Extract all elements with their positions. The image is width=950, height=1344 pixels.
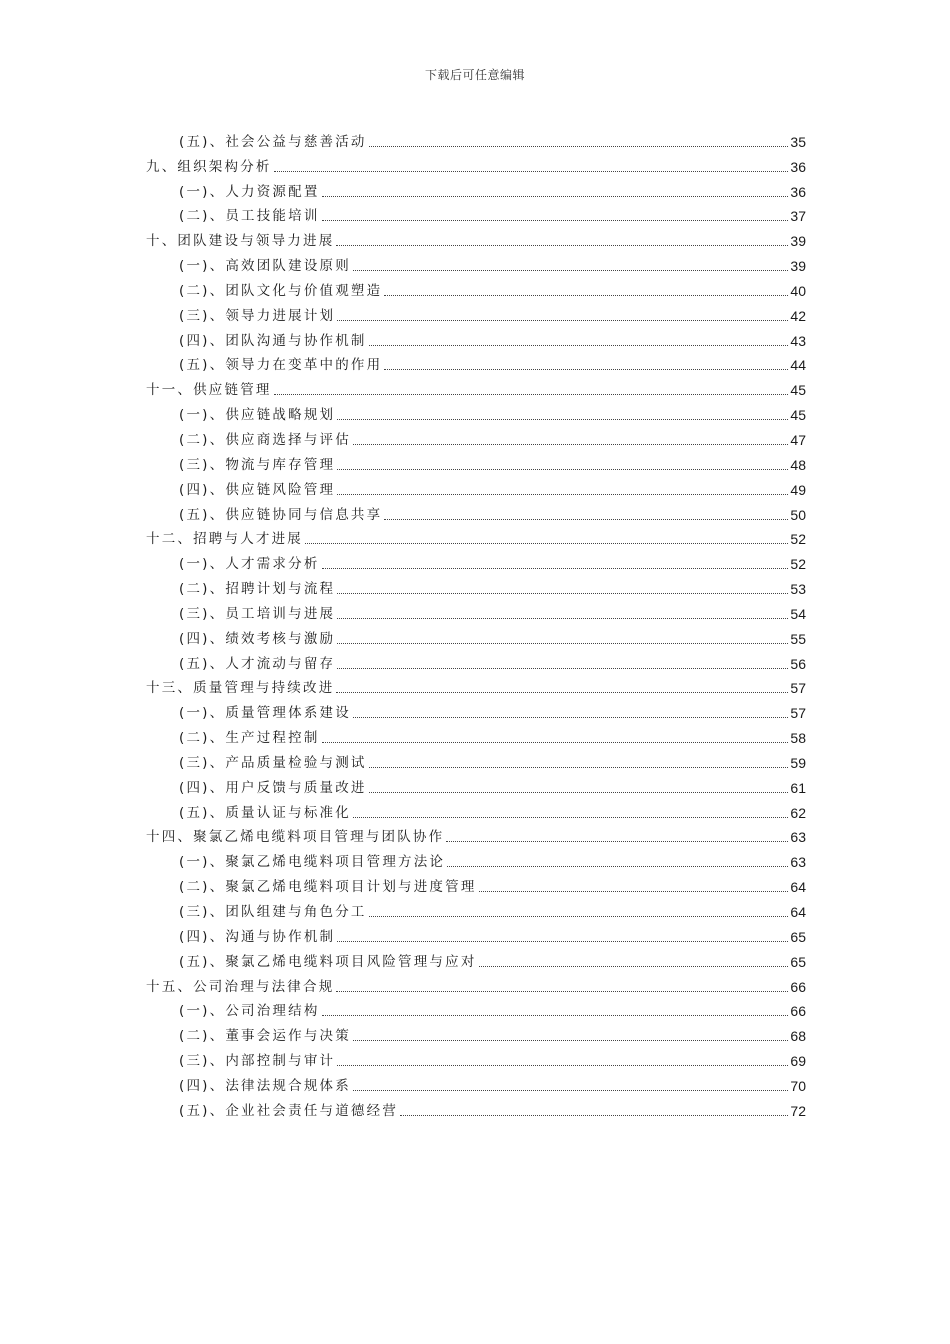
toc-section-entry[interactable] [146,1070,806,1095]
toc-page-number: 45 [790,407,806,424]
toc-section-entry[interactable] [146,548,806,573]
toc-dot-leader [336,991,788,992]
toc-entry-title: (一)、人力资源配置 [179,183,320,200]
toc-page-number: 47 [790,431,806,448]
toc-dot-leader [447,866,788,867]
toc-entry-title: (三)、员工培训与进展 [179,605,336,622]
toc-section-entry[interactable] [146,325,806,350]
toc-section-entry[interactable] [146,449,806,474]
toc-dot-leader [353,1090,788,1091]
toc-entry-title: (三)、产品质量检验与测试 [179,754,367,771]
toc-dot-leader [336,692,788,693]
toc-page-number: 39 [790,258,806,275]
toc-page-number: 43 [790,332,806,349]
toc-section-entry[interactable] [146,772,806,797]
toc-section-entry[interactable] [146,300,806,325]
toc-section-entry[interactable] [146,573,806,598]
toc-page-number: 56 [790,655,806,672]
toc-dot-leader [353,444,788,445]
toc-page-number: 70 [790,1077,806,1094]
toc-dot-leader [384,519,788,520]
toc-section-entry[interactable] [146,871,806,896]
toc-entry-title: (五)、聚氯乙烯电缆料项目风险管理与应对 [179,953,477,970]
toc-entry-title: 十五、公司治理与法律合规 [146,978,335,995]
toc-section-entry[interactable] [146,946,806,971]
toc-section-entry[interactable] [146,275,806,300]
toc-entry-title: (五)、领导力在变革中的作用 [179,357,383,374]
toc-entry-title: (二)、聚氯乙烯电缆料项目计划与进度管理 [179,879,477,896]
toc-chapter-entry[interactable] [146,673,806,698]
toc-dot-leader [353,817,788,818]
toc-section-entry[interactable] [146,1095,806,1120]
toc-entry-title: 十二、招聘与人才进展 [146,531,303,548]
toc-dot-leader [337,668,788,669]
toc-chapter-entry[interactable] [146,151,806,176]
toc-page-number: 62 [790,804,806,821]
toc-page-number: 63 [790,829,806,846]
toc-entry-title: (一)、质量管理体系建设 [179,705,351,722]
toc-entry-title: (一)、供应链战略规划 [179,407,336,424]
toc-page-number: 42 [790,307,806,324]
toc-chapter-entry[interactable] [146,374,806,399]
toc-page-number: 58 [790,730,806,747]
toc-dot-leader [384,295,788,296]
toc-section-entry[interactable] [146,598,806,623]
toc-entry-title: (五)、企业社会责任与道德经营 [179,1102,399,1119]
toc-entry-title: (二)、生产过程控制 [179,730,320,747]
toc-entry-title: (二)、供应商选择与评估 [179,431,351,448]
toc-page-number: 39 [790,233,806,250]
toc-entry-title: (五)、供应链协同与信息共享 [179,506,383,523]
toc-dot-leader [353,717,788,718]
toc-page-number: 63 [790,854,806,871]
toc-dot-leader [337,320,788,321]
toc-page-number: 52 [790,556,806,573]
toc-dot-leader [337,618,788,619]
toc-entry-title: 九、组织架构分析 [146,158,272,175]
toc-page-number: 55 [790,630,806,647]
toc-page-number: 52 [790,531,806,548]
toc-section-entry[interactable] [146,1045,806,1070]
toc-section-entry[interactable] [146,126,806,151]
toc-section-entry[interactable] [146,648,806,673]
toc-page-number: 59 [790,754,806,771]
toc-page-number: 50 [790,506,806,523]
toc-page-number: 61 [790,779,806,796]
toc-entry-title: (五)、质量认证与标准化 [179,804,351,821]
toc-entry-title: (四)、法律法规合规体系 [179,1077,351,1094]
toc-entry-title: (二)、团队文化与价值观塑造 [179,282,383,299]
toc-entry-title: (三)、团队组建与角色分工 [179,904,367,920]
toc-dot-leader [337,941,788,942]
page-header: 下载后可任意编辑 [424,68,525,82]
toc-dot-leader [400,1115,788,1116]
toc-entry-title: (二)、招聘计划与流程 [179,581,336,598]
toc-dot-leader [369,146,789,147]
toc-dot-leader [274,394,789,395]
toc-page-number: 57 [790,705,806,722]
toc-page-number: 72 [790,1102,806,1119]
toc-page-number: 54 [790,605,806,622]
toc-section-entry[interactable] [146,797,806,822]
toc-section-entry[interactable] [146,747,806,772]
toc-page-number: 57 [790,680,806,697]
toc-entry-title: 十四、聚氯乙烯电缆料项目管理与团队协作 [146,829,445,846]
toc-page-number: 66 [790,1003,806,1020]
toc-dot-leader [337,593,788,594]
toc-chapter-entry[interactable] [146,524,806,549]
toc-section-entry[interactable] [146,250,806,275]
toc-section-entry[interactable] [146,996,806,1021]
toc-entry-title: (四)、绩效考核与激励 [179,630,336,647]
toc-dot-leader [322,1015,789,1016]
toc-entry-title: (一)、人才需求分析 [179,556,320,573]
toc-dot-leader [337,469,788,470]
toc-entry-title: (二)、董事会运作与决策 [179,1028,351,1045]
toc-page-number: 40 [790,282,806,299]
toc-section-entry[interactable] [146,623,806,648]
toc-section-entry[interactable] [146,697,806,722]
toc-page-number: 66 [790,978,806,995]
toc-page-number: 64 [790,879,806,896]
toc-chapter-entry[interactable] [146,822,806,847]
toc-entry-title: 十三、质量管理与持续改进 [146,680,335,697]
toc-dot-leader [322,196,789,197]
toc-dot-leader [337,1065,788,1066]
toc-chapter-entry[interactable] [146,971,806,996]
toc-dot-leader [479,966,789,967]
toc-dot-leader [337,494,788,495]
toc-entry-title: (四)、沟通与协作机制 [179,928,336,945]
toc-entry-title: (四)、团队沟通与协作机制 [179,332,367,349]
toc-dot-leader [446,841,788,842]
toc-section-entry[interactable] [146,399,806,424]
toc-entry-title: (四)、供应链风险管理 [179,481,336,498]
toc-dot-leader [479,891,789,892]
toc-dot-leader [353,270,788,271]
toc-page-number: 53 [790,581,806,598]
toc-dot-leader [322,742,789,743]
toc-dot-leader [305,543,788,544]
toc-section-entry[interactable] [146,722,806,747]
toc-section-entry[interactable] [146,921,806,946]
toc-entry-title: (五)、人才流动与留存 [179,655,336,672]
toc-entry-title: (一)、聚氯乙烯电缆料项目管理方法论 [179,854,446,871]
toc-entry-title: 十、团队建设与领导力进展 [146,233,335,250]
toc-dot-leader [274,171,789,172]
table-of-contents [146,126,806,1120]
toc-dot-leader [336,245,788,246]
toc-page-number: 45 [790,382,806,399]
toc-dot-leader [337,643,788,644]
toc-section-entry[interactable] [146,846,806,871]
toc-dot-leader [384,369,788,370]
toc-chapter-entry[interactable] [146,225,806,250]
toc-page-number: 36 [790,183,806,200]
toc-entry-title: (三)、内部控制与审计 [179,1053,336,1070]
toc-dot-leader [353,1040,788,1041]
toc-page-number: 37 [790,208,806,225]
toc-page-number: 35 [790,133,806,150]
toc-dot-leader [337,419,788,420]
toc-page-number: 64 [790,904,806,920]
toc-section-entry[interactable] [146,201,806,226]
toc-dot-leader [322,568,789,569]
toc-dot-leader [369,792,789,793]
toc-section-entry[interactable] [146,1020,806,1045]
toc-entry-title: (四)、用户反馈与质量改进 [179,779,367,796]
toc-entry-title: (三)、领导力进展计划 [179,307,336,324]
toc-section-entry[interactable] [146,176,806,201]
toc-entry-title: (一)、高效团队建设原则 [179,258,351,275]
toc-page-number: 44 [790,357,806,374]
toc-entry-title: (五)、社会公益与慈善活动 [179,133,367,150]
toc-dot-leader [369,767,789,768]
toc-dot-leader [369,916,789,917]
toc-entry-title: (二)、员工技能培训 [179,208,320,225]
toc-page-number: 68 [790,1028,806,1045]
toc-page-number: 65 [790,953,806,970]
toc-dot-leader [369,345,789,346]
toc-entry-title: 十一、供应链管理 [146,382,272,399]
toc-section-entry[interactable] [146,474,806,499]
toc-section-entry[interactable] [146,424,806,449]
toc-page-number: 36 [790,158,806,175]
toc-entry-title: (一)、公司治理结构 [179,1003,320,1020]
toc-page-number: 69 [790,1053,806,1070]
toc-section-entry[interactable] [146,499,806,524]
toc-section-entry[interactable] [146,350,806,375]
toc-dot-leader [322,220,789,221]
toc-section-entry[interactable] [146,896,806,921]
toc-entry-title: (三)、物流与库存管理 [179,456,336,473]
toc-page-number: 49 [790,481,806,498]
toc-page-number: 65 [790,928,806,945]
toc-page-number: 48 [790,456,806,473]
